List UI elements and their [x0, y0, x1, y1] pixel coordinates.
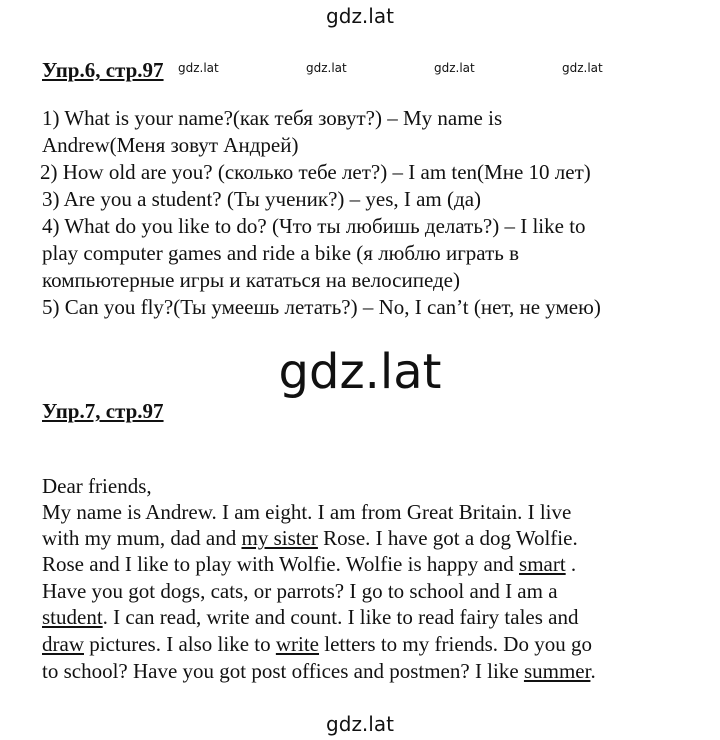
underlined-word: student	[42, 605, 103, 629]
letter-greeting: Dear friends,	[42, 474, 152, 498]
exercise-6-line: Andrew(Меня зовут Андрей)	[42, 133, 299, 157]
letter-line: student. I can read, write and count. I like to read fairy tales and	[42, 605, 579, 629]
underlined-word: smart	[519, 552, 566, 576]
watermark-bottom: gdz.lat	[326, 712, 394, 736]
exercise-6-line: 1) What is your name?(как тебя зовут?) – My name is	[42, 106, 503, 130]
underlined-word: draw	[42, 632, 84, 656]
letter-line: My name is Andrew. I am eight. I am from Great Britain. I live	[42, 500, 572, 524]
letter-line: Have you got dogs, cats, or parrots? I go to school and I am a	[42, 579, 558, 603]
letter-line: Rose and I like to play with Wolfie. Wolfie is happy and smart .	[42, 552, 577, 576]
letter-line: to school? Have you got post offices and postmen? I like summer.	[42, 659, 596, 683]
exercise-6-line: компьютерные игры и кататься на велосипеде)	[42, 268, 460, 292]
exercise-6-line: 3) Are you a student? (Ты ученик?) – yes, I am (да)	[42, 187, 482, 211]
letter-line: with my mum, dad and my sister Rose. I have got a dog Wolfie.	[42, 526, 578, 550]
exercise-6-line: 5) Can you fly?(Ты умеешь летать?) – No, I can’t (нет, не умею)	[42, 295, 601, 319]
underlined-word: write	[275, 632, 320, 656]
watermark-small: gdz.lat	[434, 61, 475, 75]
exercise-7-heading: Упр.7, стр.97	[42, 399, 164, 423]
exercise-6-line: 2) How old are you? (сколько тебе лет?) – I am ten(Мне 10 лет)	[40, 160, 591, 184]
underlined-word: summer	[523, 659, 591, 683]
underlined-word: my sister	[241, 526, 318, 550]
exercise-6-line: 4) What do you like to do? (Что ты любишь делать?) – I like to	[42, 214, 586, 238]
watermark-center: gdz.lat	[278, 344, 442, 400]
watermark-small: gdz.lat	[562, 61, 603, 75]
exercise-6-line: play computer games and ride a bike (я люблю играть в	[42, 241, 520, 265]
watermark-small: gdz.lat	[178, 61, 219, 75]
watermark-top: gdz.lat	[326, 4, 394, 28]
letter-line: draw pictures. I also like to write letters to my friends. Do you go	[42, 632, 592, 656]
exercise-6-heading: Упр.6, стр.97	[42, 58, 164, 82]
watermark-small: gdz.lat	[306, 61, 347, 75]
